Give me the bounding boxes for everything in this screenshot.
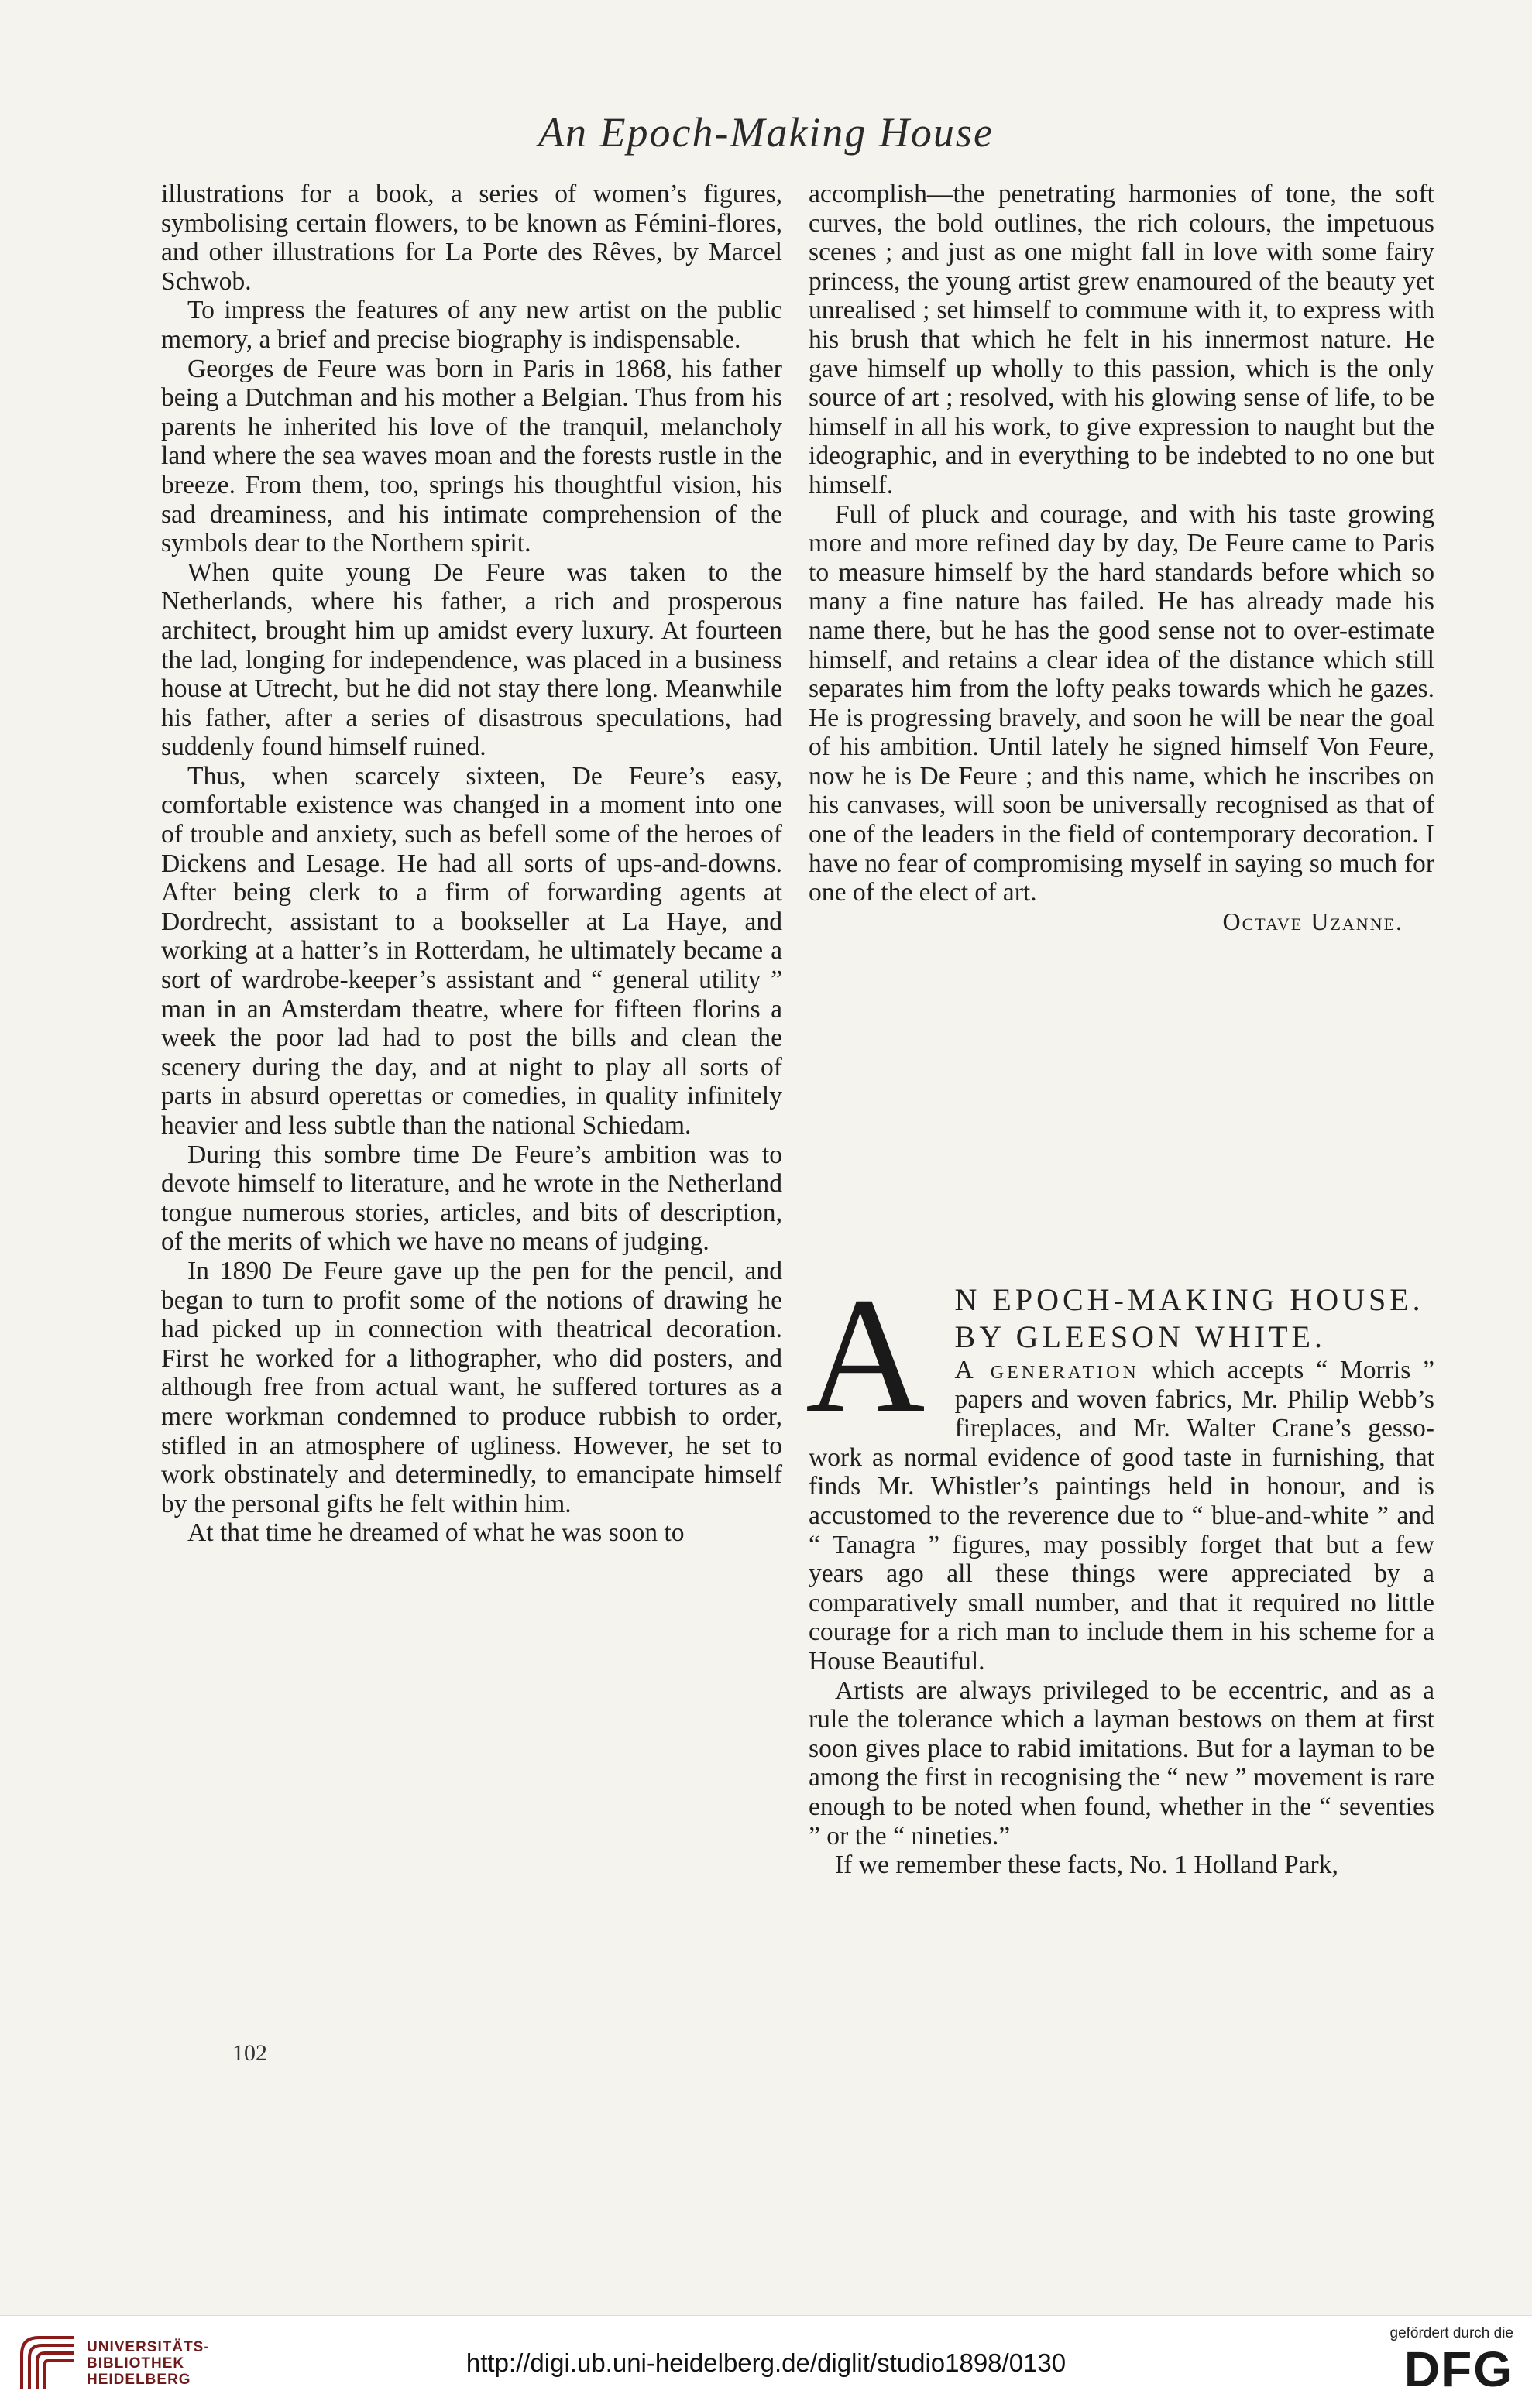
right-column (809, 180, 1434, 936)
paragraph: During this sombre time De Feure’s ambition was to devote himself to literature, and he wrote in the Netherland tongue numerous stories, articles, and bits of description, of the merits of which we have no means of judging. (161, 1140, 782, 1257)
paragraph: Full of pluck and courage, and with his taste growing more and more refined day by day, De Feure came to Paris to measure himself by the hard standards before which so many a fine nature has failed. He has already made his name there, but he has the good sense not to over-estimate himself, and retains a clear idea of the distance which still separates him from the lofty peaks towards which he gazes. He is progressing bravely, and soon he will be near the goal of his ambition. Until lately he signed himself Von Feure, now he is De Feure ; and this name, which he inscribes on his canvases, will soon be universally recognised as that of one of the leaders in the field of contemporary decoration. I have no fear of compromising myself in saying so much for one of the elect of art. (809, 499, 1434, 907)
paragraph: When quite young De Feure was taken to the Netherlands, where his father, a rich and prosperous architect, brought him up amidst every luxury. At fourteen the lad, longing for independence, was placed in a business house at Utrecht, but he did not stay there long. Meanwhile his father, after a series of disastrous speculations, had suddenly found himself ruined. (161, 557, 782, 762)
article-byline: BY GLEESON WHITE. (954, 1319, 1326, 1354)
paragraph: Artists are always privileged to be eccentric, and as a rule the tolerance which a layman bestows on them at first soon gives place to rabid imitations. But for a layman to be among the first in recognising the “ new ” movement is rare enough to be noted when found, whether in the “ seventies ” or the “ nineties.” (809, 1676, 1434, 1851)
paragraph: At that time he dreamed of what he was soon to (187, 1518, 685, 1548)
article-epoch-making-house (806, 1264, 1434, 1880)
dfg-logo: DFG (1403, 2341, 1513, 2397)
paragraph: accomplish—the penetrating harmonies of tone, the soft curves, the bold outlines, the rich colours, the impetuous scenes ; and just as one might fall in love with some fairy princess, the young artist grew enamoured of the beauty yet unrealised ; set himself to commune with it, to express with his brush that which he felt in his innermost nature. He gave himself up wholly to this passion, which is the only source of art ; resolved, with his glowing sense of life, to be himself in all his work, to give expression to naught but the ideographic, and in everything to be indebted to no one but himself. (809, 180, 1434, 499)
running-head: An Epoch-Making House (538, 109, 994, 156)
lead-smallcaps: A generation (954, 1356, 1139, 1384)
paragraph: In 1890 De Feure gave up the pen for the pencil, and began to turn to profit some of the notions of drawing he had picked up in connection with theatrical decoration. First he worked for a lithographer, who did posters, and although free from actual want, he suffered tortures as a mere workman condemned to produce rubbish to order, stifled in an atmosphere of ugliness. However, he set to work obstinately and determinedly, to emancipate himself by the personal gifts he felt within him. (161, 1256, 782, 1518)
funding-notice (1359, 2325, 1513, 2396)
paragraph: If we remember these facts, No. 1 Holland Park, (835, 1851, 1338, 1880)
paragraph: To impress the features of any new artist on the public memory, a brief and precise biography is indispensable. (161, 296, 782, 354)
source-url-link[interactable]: http://digi.ub.uni-heidelberg.de/diglit/studio1898/0130 (465, 2348, 1067, 2377)
paragraph: Georges de Feure was born in Paris in 1868, his father being a Dutchman and his mother a Belgian. Thus from his parents he inherited his love of the tranquil, melancholy land where the sea waves moan and the forests rustle in the breeze. From them, too, springs his thoughtful vision, his sad dreaminess, and his intimate comprehension of the symbols dear to the Northern spirit. (161, 354, 782, 558)
lead-text: which accepts “ Morris ” papers and woven fabrics, Mr. Philip Webb’s fireplaces, and Mr. Walter Crane’s gesso-work as normal evidence of good taste in furnishing, that finds Mr. Whistler’s paintings held in honour, and is accustomed to the reverence due to “ blue-and-white ” and “ Tanagra ” figures, may possibly forget that but a few years ago all these things were appreciated by a comparatively small number, and that it required no little courage for a rich man to include them in his scheme for a House Beautiful. (809, 1356, 1434, 1676)
drop-cap: A (806, 1264, 926, 1447)
paragraph: Thus, when scarcely sixteen, De Feure’s easy, comfortable existence was changed in a moment into one of trouble and anxiety, such as befell some of the heroes of Dickens and Lesage. He had all sorts of ups-and-downs. After being clerk to a firm of forwarding agents at Dordrecht, assistant to a bookseller at La Haye, and working at a hatter’s in Rotterdam, he ultimately became a sort of wardrobe-keeper’s assistant and “ general utility ” man in an Amsterdam theatre, where for fifteen florins a week the poor lad had to post the bills and clean the scenery during the day, and at night to play all sorts of parts in absurd operettas or comedies, in quality infinitely heavier and less subtle than the national Schiedam. (161, 761, 782, 1140)
left-column (161, 180, 782, 1548)
library-name: UNIVERSITÄTS- BIBLIOTHEK HEIDELBERG (87, 2339, 210, 2388)
page-number: 102 (232, 2040, 267, 2066)
paragraph: illustrations for a book, a series of women’s figures, symbolising certain flowers, to be known as Fémini-flores, and other illustrations for La Porte des Rêves, by Marcel Schwob. (161, 180, 782, 296)
digitization-footer (0, 2315, 1532, 2408)
author-signature: Octave Uzanne. (1222, 907, 1403, 935)
funding-label: gefördert durch die (1389, 2325, 1513, 2341)
article-title: N EPOCH-MAKING HOUSE. (954, 1282, 1424, 1317)
